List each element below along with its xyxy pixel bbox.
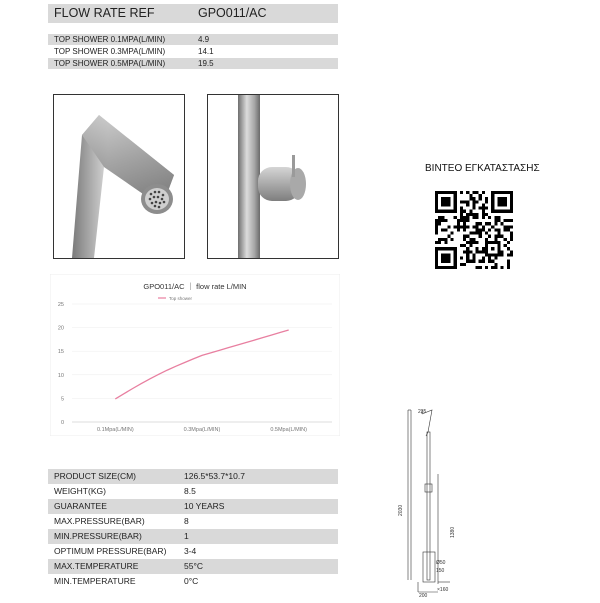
- spec-row: [48, 544, 338, 559]
- dim-label: 1380: [450, 526, 456, 538]
- spec-value: 3-4: [184, 546, 197, 556]
- spec-row: [48, 514, 338, 529]
- dim-label: Ø50: [436, 560, 446, 566]
- x-tick-label: 0.1Mpa(L/MIN): [96, 427, 134, 433]
- spec-value: 126.5*53.7*10.7: [184, 471, 245, 481]
- spec-label: PRODUCT SIZE(CM): [54, 471, 137, 481]
- flow-row-label: TOP SHOWER 0.5MPA(L/MIN): [54, 59, 166, 68]
- spec-label: WEIGHT(KG): [54, 486, 106, 496]
- spec-value: 8: [184, 516, 189, 526]
- spec-label: GUARANTEE: [54, 501, 107, 511]
- y-tick-label: 20: [57, 325, 64, 332]
- dim-label: 200: [419, 593, 428, 598]
- spec-row: [48, 574, 338, 589]
- spec-value: 0°C: [184, 576, 199, 586]
- valve-photo: [207, 94, 339, 259]
- legend-label: Top shower: [169, 296, 193, 301]
- flow-rate-chart: [50, 274, 340, 436]
- y-tick-label: 10: [57, 372, 64, 379]
- spec-label: MIN.TEMPERATURE: [54, 576, 136, 586]
- spec-row: [48, 499, 338, 514]
- y-tick-label: 15: [57, 349, 64, 356]
- spec-row: [48, 484, 338, 499]
- dim-label: 2030: [398, 504, 404, 516]
- spec-row: [48, 559, 338, 574]
- y-tick-label: 25: [57, 302, 64, 308]
- spec-value: 8.5: [184, 486, 196, 496]
- qr-code[interactable]: [435, 191, 513, 269]
- spec-row: [48, 529, 338, 544]
- spec-value: 55°C: [184, 561, 203, 571]
- x-tick-label: 0.5Mpa(L/MIN): [270, 427, 308, 433]
- flow-row: [48, 46, 338, 57]
- spec-value: 1: [184, 531, 189, 541]
- technical-drawing: [398, 402, 470, 598]
- flow-row-value: 4.9: [198, 35, 210, 44]
- chart-title: GPO011/AC ｜ flow rate L/MIN: [143, 282, 247, 291]
- spec-label: MIN.PRESSURE(BAR): [54, 531, 142, 541]
- qr-title: ΒΙΝΤΕΟ ΕΓΚΑΤΑΣΤΑΣΗΣ: [425, 163, 540, 174]
- flow-row-label: TOP SHOWER 0.3MPA(L/MIN): [54, 47, 166, 56]
- flow-rate-header: [48, 4, 338, 23]
- spec-label: OPTIMUM PRESSURE(BAR): [54, 546, 167, 556]
- y-tick-label: 5: [60, 396, 64, 403]
- spec-row: [48, 469, 338, 484]
- header-model: GPO011/AC: [198, 6, 267, 20]
- spec-value: 10 YEARS: [184, 501, 225, 511]
- spec-label: MAX.TEMPERATURE: [54, 561, 139, 571]
- flow-row-value: 14.1: [198, 47, 214, 56]
- y-tick-label: 0: [60, 420, 64, 426]
- flow-row: [48, 58, 338, 69]
- flow-row: [48, 34, 338, 45]
- flow-row-label: TOP SHOWER 0.1MPA(L/MIN): [54, 35, 166, 44]
- flow-row-value: 19.5: [198, 59, 214, 68]
- x-tick-label: 0.3Mpa(L/MIN): [183, 427, 221, 433]
- dim-label: 235: [418, 409, 427, 415]
- shower-head-photo: [53, 94, 185, 259]
- dim-label: ×160: [437, 587, 449, 593]
- dim-label: 150: [436, 568, 445, 574]
- spec-label: MAX.PRESSURE(BAR): [54, 516, 145, 526]
- header-title: FLOW RATE REF: [54, 6, 155, 20]
